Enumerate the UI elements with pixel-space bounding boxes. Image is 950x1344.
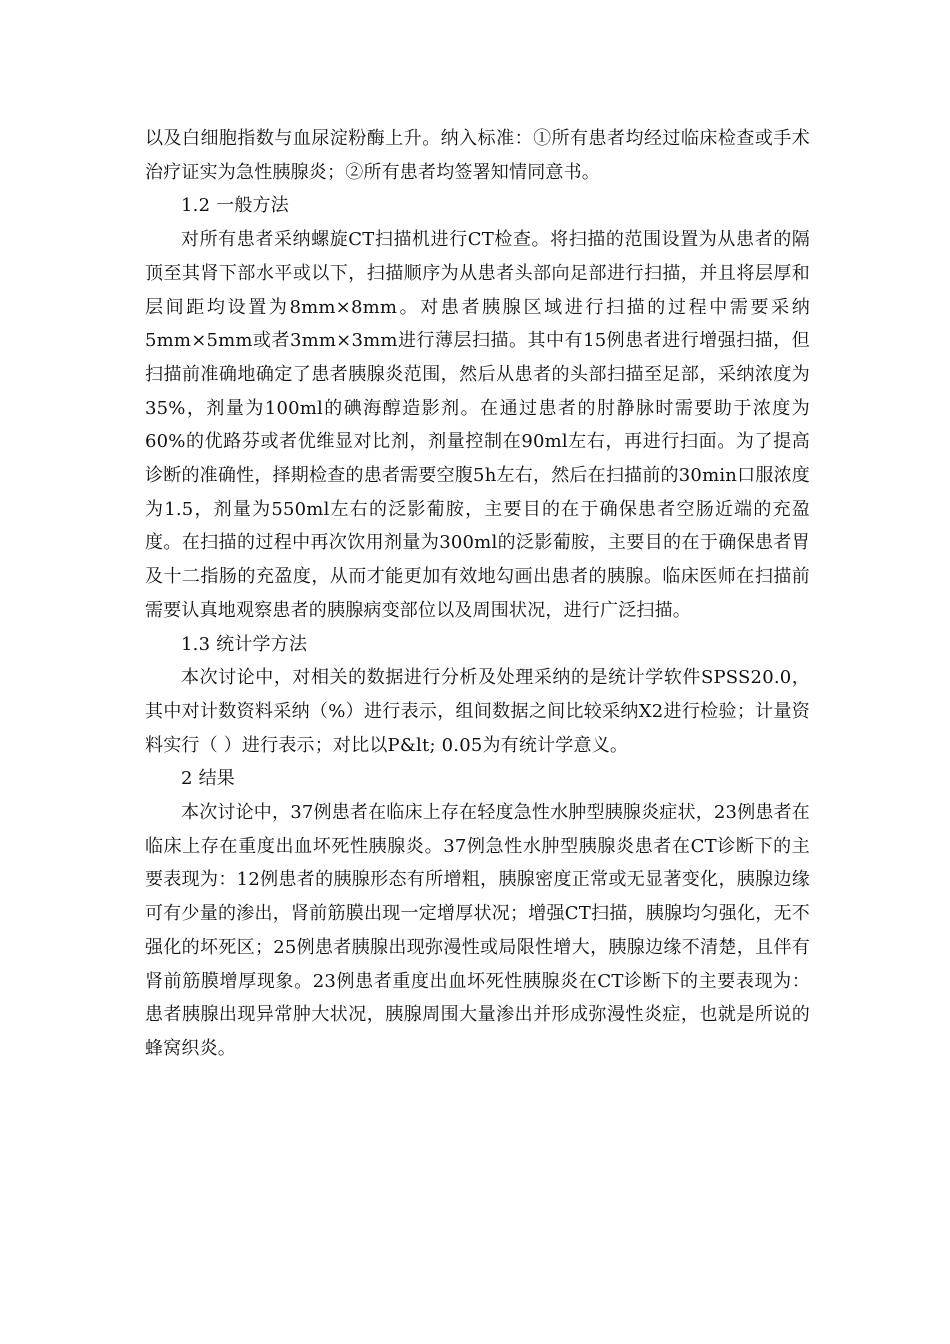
section-heading-general-method: 1.2 一般方法 bbox=[181, 195, 289, 217]
paragraph-results: 本次讨论中，37例患者在临床上存在轻度急性水肿型胰腺炎症状，23例患者在临床上存在重度出血坏死性胰腺炎。37例急性水肿型胰腺炎患者在CT诊断下的主要表现为：12例患者的胰腺形态有所增粗，胰腺密度正常或无显著变化，胰腺边缘可有少量的渗出，肾前筋膜出现一定增厚状况；增强CT扫描，胰腺均匀强化，无不强化的坏死区；25例患者胰腺出现弥漫性或局限性增大，胰腺边缘不清楚，且伴有肾前筋膜增厚现象。23例患者重度出血坏死性胰腺炎在CT诊断下的主要表现为：患者胰腺出现异常肿大状况，胰腺周围大量渗出并形成弥漫性炎症，也就是所说的蜂窝织炎。 bbox=[145, 802, 811, 1059]
section-heading-statistics: 1.3 统计学方法 bbox=[181, 633, 308, 655]
paragraph-inclusion-criteria: 以及白细胞指数与血尿淀粉酶上升。纳入标准：①所有患者均经过临床检查或手术治疗证实为急性胰腺炎；②所有患者均签署知情同意书。 bbox=[145, 128, 810, 183]
section-heading-results: 2 结果 bbox=[181, 768, 235, 790]
document-page bbox=[145, 122, 810, 1066]
paragraph-statistics: 本次讨论中，对相关的数据进行分析及处理采纳的是统计学软件SPSS20.0，其中对计数资料采纳（%）进行表示，组间数据之间比较采纳X2进行检验；计量资料实行（ ）进行表示；对比以P&lt; 0.05为有统计学意义。 bbox=[145, 667, 810, 756]
paragraph-general-method: 对所有患者采纳螺旋CT扫描机进行CT检查。将扫描的范围设置为从患者的隔顶至其肾下部水平或以下，扫描顺序为从患者头部向足部进行扫描，并且将层厚和层间距均设置为8mm×8mm。对患者胰腺区域进行扫描的过程中需要采纳5mm×5mm或者3mm×3mm进行薄层扫描。其中有15例患者进行增强扫描，但扫描前准确地确定了患者胰腺炎范围，然后从患者的头部扫描至足部，采纳浓度为35%，剂量为100ml的碘海醇造影剂。在通过患者的肘静脉时需要助于浓度为60%的优路芬或者优维显对比剂，剂量控制在90ml左右，再进行扫面。为了提高诊断的准确性，择期检查的患者需要空腹5h左右，然后在扫描前的30min口服浓度为1.5，剂量为550ml左右的泛影葡胺，主要目的在于确保患者空肠近端的充盈度。在扫描的过程中再次饮用剂量为300ml的泛影葡胺，主要目的在于确保患者胃及十二指肠的充盈度，从而才能更加有效地勾画出患者的胰腺。临床医师在扫描前需要认真地观察患者的胰腺病变部位以及周围状况，进行广泛扫描。 bbox=[145, 229, 810, 621]
